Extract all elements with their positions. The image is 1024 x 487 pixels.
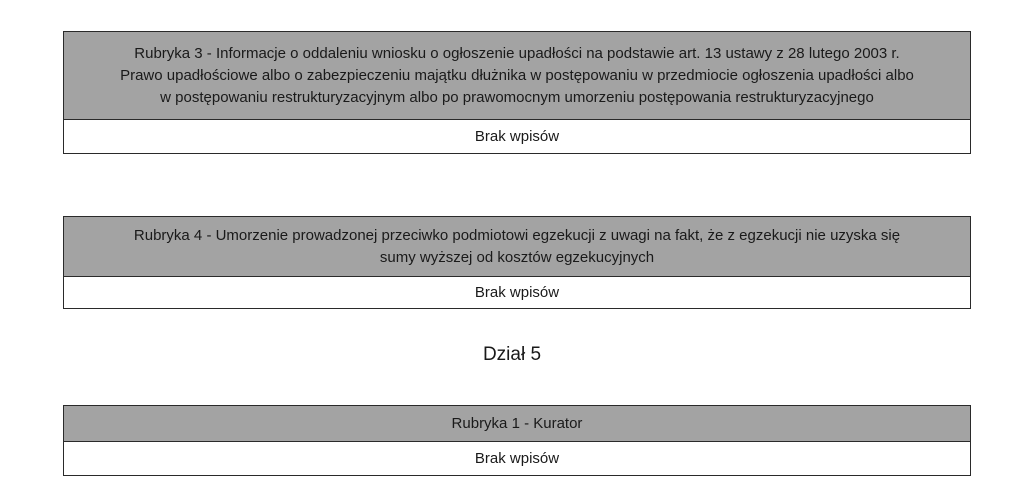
section-header <box>64 217 970 277</box>
section-content: Brak wpisów <box>64 442 970 475</box>
header-line: Rubryka 1 - Kurator <box>451 414 583 432</box>
section-content: Brak wpisów <box>64 277 970 308</box>
header-line: Prawo upadłościowe albo o zabezpieczeniu majątku dłużnika w postępowaniu w przedmiocie ogłoszenia upadłości albo <box>120 66 914 84</box>
header-line: Rubryka 4 - Umorzenie prowadzonej przeciwko podmiotowi egzekucji z uwagi na fakt, że z egzekucji nie uzyska się <box>133 226 901 244</box>
section-dzial-5-rubryka-1 <box>63 405 971 476</box>
section-content: Brak wpisów <box>64 120 970 153</box>
section-header <box>64 32 970 120</box>
header-line: Rubryka 3 - Informacje o oddaleniu wniosku o ogłoszenie upadłości na podstawie art. 13 ustawy z 28 lutego 2003 r. <box>134 44 900 62</box>
section-rubryka-4 <box>63 216 971 309</box>
section-header <box>64 406 970 442</box>
division-title: Dział 5 <box>482 344 542 365</box>
header-line: sumy wyższej od kosztów egzekucyjnych <box>379 248 655 266</box>
header-line: w postępowaniu restrukturyzacyjnym albo po prawomocnym umorzeniu postępowania restrukturyzacyjnego <box>160 88 874 106</box>
section-rubryka-3 <box>63 31 971 154</box>
